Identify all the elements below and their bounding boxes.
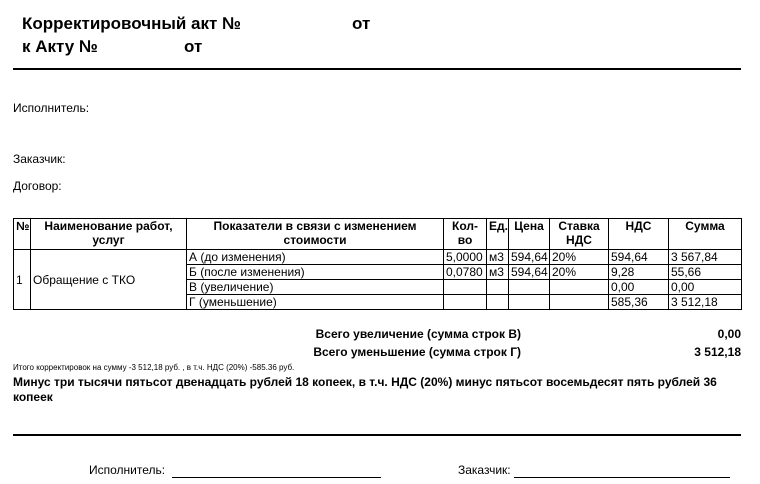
footer-divider [13,434,741,436]
header-vat-rate: Ставка НДС [550,219,609,250]
customer-signature-label: Заказчик: [458,463,511,477]
price-cell [509,280,550,295]
customer-label: Заказчик: [13,152,66,166]
correction-summary: Итого корректировок на сумму -3 512,18 руб. , в т.ч. НДС (20%) -585.36 руб. [13,363,295,372]
act-reference-from: от [184,37,203,56]
header-qty: Кол-во [444,219,487,250]
unit-cell [487,280,509,295]
header-indicators: Показатели в связи с изменением стоимости [187,219,444,250]
sum-cell: 0,00 [669,280,742,295]
act-reference: к Акту № [22,37,98,56]
indicator-cell: В (увеличение) [187,280,444,295]
qty-cell: 0,0780 [444,265,487,280]
rate-cell [550,280,609,295]
customer-signature-line [514,477,730,478]
vat-cell: 9,28 [609,265,669,280]
header-number: № [14,219,31,250]
sum-cell: 55,66 [669,265,742,280]
indicator-cell: А (до изменения) [187,250,444,265]
executor-label: Исполнитель: [13,101,90,115]
row-number: 1 [14,250,31,310]
vat-cell: 585,36 [609,295,669,310]
indicator-cell: Б (после изменения) [187,265,444,280]
sum-cell: 3 512,18 [669,295,742,310]
header-sum: Сумма [669,219,742,250]
rate-cell [550,295,609,310]
qty-cell [444,280,487,295]
vat-cell: 594,64 [609,250,669,265]
amount-in-words: Минус три тысячи пятьсот двенадцать рублей 18 копеек, в т.ч. НДС (20%) минус пятьсот восемьдесят пять рублей 36 копеек [13,375,717,404]
header-service: Наименование работ, услуг [31,219,187,250]
rate-cell: 20% [550,250,609,265]
header-unit: Ед. [487,219,509,250]
contract-label: Договор: [13,179,62,193]
price-cell [509,295,550,310]
header-vat: НДС [609,219,669,250]
table-row [14,250,742,265]
act-title-from: от [352,14,371,33]
header-price: Цена [509,219,550,250]
total-increase-value: 0,00 [717,327,741,341]
unit-cell: м3 [487,265,509,280]
unit-cell: м3 [487,250,509,265]
total-decrease-value: 3 512,18 [694,345,741,359]
price-cell: 594,64 [509,250,550,265]
service-name: Обращение с ТКО [31,250,187,310]
sum-cell: 3 567,84 [669,250,742,265]
unit-cell [487,295,509,310]
qty-cell [444,295,487,310]
act-title: Корректировочный акт № [22,14,242,33]
vat-cell: 0,00 [609,280,669,295]
header-divider [13,68,741,70]
table-header-row [14,219,742,250]
total-decrease-label: Всего уменьшение (сумма строк Г) [313,345,521,359]
price-cell: 594,64 [509,265,550,280]
indicator-cell: Г (уменьшение) [187,295,444,310]
executor-signature-label: Исполнитель: [89,463,166,477]
executor-signature-line [172,477,381,478]
qty-cell: 5,0000 [444,250,487,265]
total-increase-label: Всего увеличение (сумма строк В) [315,327,521,341]
rate-cell: 20% [550,265,609,280]
correction-table [13,218,742,310]
